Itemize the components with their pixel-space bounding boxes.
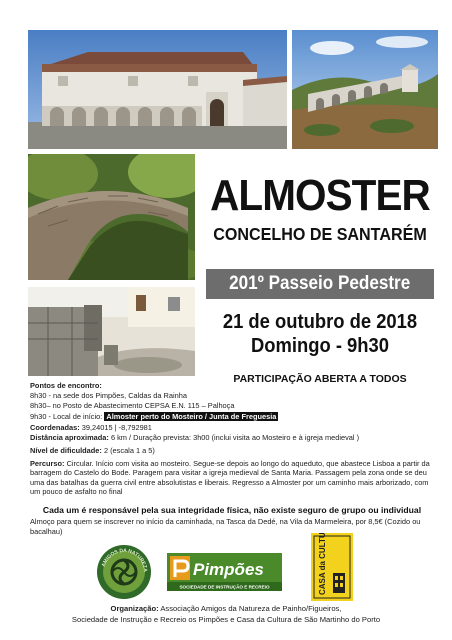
start-place: Almoster perto do Mosteiro / Junta de Freguesia	[106, 412, 277, 421]
difficulty	[30, 446, 434, 457]
meeting-heading: Pontos de encontro:	[30, 381, 102, 390]
difficulty-label: Nível de dificuldade:	[30, 446, 102, 455]
route-label: Percurso:	[30, 459, 65, 468]
difficulty-value: 2 (escala 1 a 5)	[103, 446, 155, 455]
page-title: ALMOSTER	[210, 171, 430, 220]
route-description	[30, 459, 434, 497]
amigos-logo-text: AMIGOS DA NATUREZA	[100, 547, 149, 573]
stone-bridge-photo	[28, 154, 195, 280]
fountain-photo	[28, 287, 195, 376]
page-subtitle: CONCELHO DE SANTARÉM	[213, 224, 427, 244]
organizers-label: Organização:	[110, 604, 159, 613]
aqueduct-photo	[292, 30, 438, 149]
coordinates-label: Coordenadas:	[30, 423, 80, 432]
title-block	[200, 156, 440, 245]
organizers-footer	[10, 603, 442, 625]
pimpoes-logo	[167, 553, 282, 591]
event-datetime	[200, 310, 440, 358]
event-time: Domingo - 9h30	[250, 335, 389, 357]
walk-banner	[206, 269, 434, 299]
meeting-point: 8h30 - na sede dos Pimpões, Caldas da Rainha	[30, 391, 187, 400]
distance-value: 6 km / Duração prevista: 3h00 (inclui visita ao Mosteiro e à igreja medieval )	[110, 433, 360, 442]
lunch-info: Almoço para quem se inscrever no início da caminhada, na Tasca da Dedé, na Vila da Marmeleira, por 8,5€ (Cozido ou bacalhau)	[30, 517, 421, 536]
casa-cultura-text: CASA da CULTURA	[318, 533, 327, 595]
pimpoes-name: Pimpões	[193, 560, 264, 579]
monastery-photo	[28, 30, 287, 149]
distance	[30, 433, 434, 444]
responsibility-notice: Cada um é responsável pela sua integridade física, não existe seguro de grupo ou individual	[42, 505, 422, 515]
meeting-point: 8h30– no Posto de Abastecimento CEPSA E.N. 115 – Palhoça	[30, 401, 235, 410]
amigos-natureza-logo	[96, 544, 152, 600]
organizers-line-2: Sociedade de Instrução e Recreio os Pimpões e Casa da Cultura de São Martinho do Porto	[71, 615, 381, 624]
event-date: 21 de outubro de 2018	[222, 311, 418, 333]
pimpoes-tagline: SOCIEDADE DE INSTRUÇÃO E RECREIO	[179, 584, 270, 590]
walk-banner-label: 201º Passeio Pedestre	[229, 273, 411, 294]
organizers-line-1: Associação Amigos da Natureza de Painho/Figueiros,	[160, 604, 342, 613]
casa-cultura-logo	[311, 533, 353, 601]
start-prefix: 9h30 - Local de início:	[30, 412, 103, 421]
coordinates	[30, 423, 434, 434]
open-participation: PARTICIPAÇÃO ABERTA A TODOS	[233, 373, 407, 385]
distance-label: Distância aproximada:	[30, 433, 109, 442]
start-location	[30, 412, 434, 423]
route-text: Circular. Início com visita ao mosteiro. Segue-se depois ao longo do aqueduto, que abastece Lisboa a partir da barragem do Castelo do Bode. Paragem para visitar a igreja medieval de Santa Maria. Passagem pela zona onde se deu uma das batalhas da guerra civil entre absolutistas e liberais. Regresso a Almoster por um caminho mais arborizado, com um pouco de asfalto no final	[30, 459, 430, 497]
coordinates-value: 39,24015 | -8,792981	[81, 423, 152, 432]
